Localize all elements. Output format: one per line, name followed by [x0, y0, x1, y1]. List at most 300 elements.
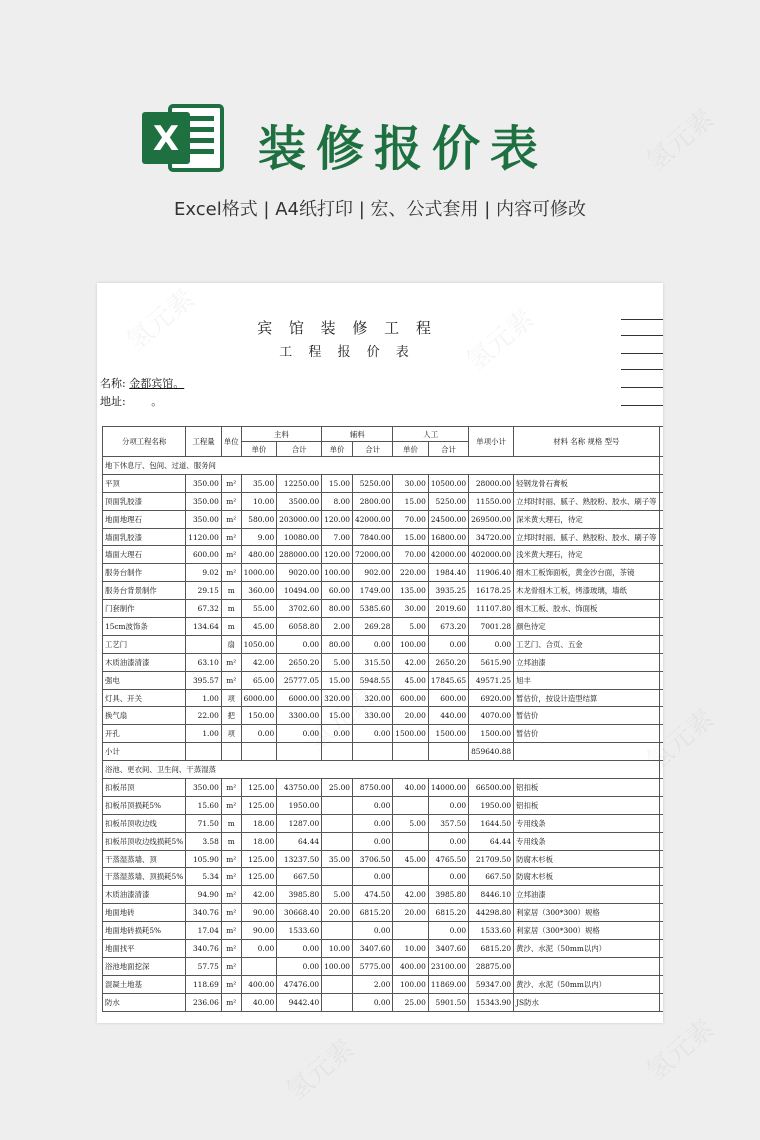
cell-at: 6815.20 [353, 904, 393, 922]
cell-mp: 6000.00 [241, 689, 277, 707]
cell-qty: 134.64 [186, 618, 222, 636]
spreadsheet-preview [97, 283, 663, 1023]
cell-ap: 7.00 [322, 528, 353, 546]
cell-at: 0.00 [353, 725, 393, 743]
svg-text:X: X [152, 119, 180, 159]
banner-subtitle: Excel格式 | A4纸打印 | 宏、公式套用 | 内容可修改 [174, 199, 586, 220]
cell-st: 16178.25 [469, 582, 514, 600]
cell-mp: 55.00 [241, 600, 277, 618]
extra-cell [659, 779, 663, 797]
header-row-1 [103, 427, 664, 442]
cell-ap: 0.00 [322, 725, 353, 743]
cell-item: 强电 [103, 671, 186, 689]
cell-material: 黄沙、水泥（50mm以内） [514, 940, 659, 958]
cell-lp: 70.00 [393, 510, 429, 528]
cell-item: 地面地砖损耗5% [103, 922, 186, 940]
cell-at: 0.00 [353, 993, 393, 1011]
cell-lp: 20.00 [393, 707, 429, 725]
cell-mp: 42.00 [241, 653, 277, 671]
cell-mt: 13237.50 [277, 850, 322, 868]
cell-item: 开孔 [103, 725, 186, 743]
table-row [103, 868, 664, 886]
cell-material: 旭丰 [514, 671, 659, 689]
cell-ap [322, 832, 353, 850]
table-row [103, 832, 664, 850]
banner [0, 0, 760, 270]
cell-mt: 1533.60 [277, 922, 322, 940]
cell-ap: 15.00 [322, 671, 353, 689]
cell-material: 防腐木杉板 [514, 850, 659, 868]
header-subtotal: 单项小计 [469, 427, 514, 457]
header-total: 合计 [277, 442, 322, 457]
cell-st: 1500.00 [469, 725, 514, 743]
extra-cell [659, 904, 663, 922]
table-row [103, 546, 664, 564]
cell-mp: 125.00 [241, 779, 277, 797]
table-row [103, 528, 664, 546]
cell-material: 暂估价 [514, 707, 659, 725]
cell-qty: 350.00 [186, 510, 222, 528]
cell-at: 2800.00 [353, 492, 393, 510]
cell-lt: 0.00 [428, 635, 468, 653]
header-labor: 人工 [393, 427, 469, 442]
table-row [103, 600, 664, 618]
cell-ap: 320.00 [322, 689, 353, 707]
cell-lp [393, 832, 429, 850]
cell-st: 1644.50 [469, 814, 514, 832]
cell-qty: 350.00 [186, 492, 222, 510]
extra-cell [659, 600, 663, 618]
cell-unit: m² [221, 779, 241, 797]
cell-lp: 135.00 [393, 582, 429, 600]
header-qty: 工程量 [186, 427, 222, 457]
cell-qty: 57.75 [186, 957, 222, 975]
cell-mt: 9020.00 [277, 564, 322, 582]
cell-material: JS防水 [514, 993, 659, 1011]
cell-st: 49571.25 [469, 671, 514, 689]
cell-unit: 扇 [221, 635, 241, 653]
cell-qty: 5.34 [186, 868, 222, 886]
cell-ap: 100.00 [322, 564, 353, 582]
cell-lt: 23100.00 [428, 957, 468, 975]
cell-item: 干蒸湿蒸墙、顶损耗5% [103, 868, 186, 886]
cell-item: 木质油漆清漆 [103, 886, 186, 904]
cell-ap: 80.00 [322, 600, 353, 618]
table-row [103, 886, 664, 904]
table-row [103, 779, 664, 797]
extra-cell [659, 922, 663, 940]
cell-material: 立邦时时丽、腻子、熟胶粉、胶水、刷子等 [514, 528, 659, 546]
cell-at: 3706.50 [353, 850, 393, 868]
cell-lt: 600.00 [428, 689, 468, 707]
cell-material: 颜色待定 [514, 618, 659, 636]
cell-st: 21709.50 [469, 850, 514, 868]
cell-st: 8446.10 [469, 886, 514, 904]
cell-lp: 45.00 [393, 850, 429, 868]
cell-item: 浴池地面挖深 [103, 957, 186, 975]
cell-lt: 3935.25 [428, 582, 468, 600]
cell-mp: 65.00 [241, 671, 277, 689]
cell-st: 28875.00 [469, 957, 514, 975]
cell-qty: 600.00 [186, 546, 222, 564]
cell-at: 330.00 [353, 707, 393, 725]
cell-mt: 0.00 [277, 635, 322, 653]
cell-ap: 20.00 [322, 904, 353, 922]
cell-mt: 3985.80 [277, 886, 322, 904]
cell-mt: 0.00 [277, 957, 322, 975]
cell-ap: 5.00 [322, 886, 353, 904]
cell-lt: 440.00 [428, 707, 468, 725]
cell-st: 1533.60 [469, 922, 514, 940]
cell-item: 混凝土地基 [103, 975, 186, 993]
cell-lt: 4765.50 [428, 850, 468, 868]
excel-logo-icon [138, 98, 228, 178]
project-name-row [100, 375, 184, 391]
cell-at: 5250.00 [353, 474, 393, 492]
cell-material: 专用线条 [514, 814, 659, 832]
cell-material: 暂估价，按设计造型结算 [514, 689, 659, 707]
cell-st: 402000.00 [469, 546, 514, 564]
cell-qty: 71.50 [186, 814, 222, 832]
cell-mp: 480.00 [241, 546, 277, 564]
cell-at: 72000.00 [353, 546, 393, 564]
cell-unit: m² [221, 850, 241, 868]
cell-material [514, 743, 659, 761]
cell-lp: 42.00 [393, 886, 429, 904]
cell-mp: 125.00 [241, 796, 277, 814]
cell-mt: 0.00 [277, 725, 322, 743]
cell-unit: 把 [221, 707, 241, 725]
cell-mp: 580.00 [241, 510, 277, 528]
cell-material: 防腐木杉板 [514, 868, 659, 886]
cell-material: 利家居（300*300）规格 [514, 922, 659, 940]
cell-unit: m² [221, 474, 241, 492]
cell-lt [428, 743, 468, 761]
cell-material: 深米黄大理石，待定 [514, 510, 659, 528]
section-title: 地下休息厅、包间、过道、服务间 [103, 457, 660, 475]
table-row [103, 582, 664, 600]
cell-unit: m [221, 832, 241, 850]
cell-lp: 600.00 [393, 689, 429, 707]
sheet-title-line1: 宾 馆 装 修 工 程 [257, 319, 437, 337]
cell-ap [322, 868, 353, 886]
cell-ap: 80.00 [322, 635, 353, 653]
cell-mp: 0.00 [241, 940, 277, 958]
cell-item: 扣板吊顶收边线 [103, 814, 186, 832]
cell-at: 315.50 [353, 653, 393, 671]
cell-st: 667.50 [469, 868, 514, 886]
cell-lt: 0.00 [428, 922, 468, 940]
cell-item: 服务台背景制作 [103, 582, 186, 600]
project-address-row [100, 393, 162, 409]
cell-unit: m² [221, 904, 241, 922]
cell-lp [393, 868, 429, 886]
cell-qty: 3.58 [186, 832, 222, 850]
cell-mp: 40.00 [241, 993, 277, 1011]
cell-at: 0.00 [353, 814, 393, 832]
cell-lt: 14000.00 [428, 779, 468, 797]
cell-ap: 100.00 [322, 957, 353, 975]
cell-unit: 项 [221, 689, 241, 707]
cell-ap: 10.00 [322, 940, 353, 958]
cell-st: 269500.00 [469, 510, 514, 528]
cell-lt: 2019.60 [428, 600, 468, 618]
cell-qty: 1120.00 [186, 528, 222, 546]
cell-material: 利家居（300*300）规格 [514, 904, 659, 922]
table-row [103, 993, 664, 1011]
cell-item: 防水 [103, 993, 186, 1011]
cell-material: 专用线条 [514, 832, 659, 850]
cell-unit: m² [221, 922, 241, 940]
cell-lp: 100.00 [393, 975, 429, 993]
cell-st: 15343.90 [469, 993, 514, 1011]
cell-qty: 67.32 [186, 600, 222, 618]
cell-mt: 3300.00 [277, 707, 322, 725]
cell-at: 1749.00 [353, 582, 393, 600]
cell-st: 64.44 [469, 832, 514, 850]
cell-item: 服务台制作 [103, 564, 186, 582]
cell-material: 铝扣板 [514, 796, 659, 814]
table-row [103, 725, 664, 743]
cell-ap: 60.00 [322, 582, 353, 600]
cell-mp [241, 957, 277, 975]
extra-cell [659, 707, 663, 725]
cell-lp: 30.00 [393, 474, 429, 492]
cell-mt: 1287.00 [277, 814, 322, 832]
cell-mt: 64.44 [277, 832, 322, 850]
cell-qty: 94.90 [186, 886, 222, 904]
cell-unit: m² [221, 796, 241, 814]
cell-lp: 400.00 [393, 957, 429, 975]
cell-unit: m² [221, 492, 241, 510]
cell-mt: 3500.00 [277, 492, 322, 510]
cell-lt: 5901.50 [428, 993, 468, 1011]
cell-mp: 1000.00 [241, 564, 277, 582]
cell-qty: 17.04 [186, 922, 222, 940]
table-row [103, 635, 664, 653]
cell-at: 42000.00 [353, 510, 393, 528]
cell-lt: 3985.80 [428, 886, 468, 904]
cell-item: 工艺门 [103, 635, 186, 653]
cell-st: 59347.00 [469, 975, 514, 993]
cell-mt: 47476.00 [277, 975, 322, 993]
cell-st: 5615.90 [469, 653, 514, 671]
cell-at: 0.00 [353, 868, 393, 886]
cell-mt: 2650.20 [277, 653, 322, 671]
cell-qty: 1.00 [186, 725, 222, 743]
cell-unit: m² [221, 653, 241, 671]
cell-at: 5385.60 [353, 600, 393, 618]
banner-title: 装修报价表 [258, 121, 549, 177]
cell-unit: m² [221, 957, 241, 975]
cell-qty: 22.00 [186, 707, 222, 725]
cell-mt: 203000.00 [277, 510, 322, 528]
table-row [103, 653, 664, 671]
cell-item: 15cm波饰条 [103, 618, 186, 636]
cell-item: 灯具、开关 [103, 689, 186, 707]
table-row [103, 940, 664, 958]
cell-lt: 0.00 [428, 796, 468, 814]
table-row [103, 814, 664, 832]
cell-material: 立邦油漆 [514, 886, 659, 904]
cell-unit: m² [221, 546, 241, 564]
cell-material: 细木工板、胶水、饰面板 [514, 600, 659, 618]
extra-cell [659, 796, 663, 814]
cell-qty: 350.00 [186, 779, 222, 797]
cell-ap [322, 993, 353, 1011]
cell-ap: 25.00 [322, 779, 353, 797]
cell-lt: 1500.00 [428, 725, 468, 743]
extra-cell [659, 618, 663, 636]
cell-lp: 100.00 [393, 635, 429, 653]
cell-unit: m² [221, 868, 241, 886]
cell-lt: 10500.00 [428, 474, 468, 492]
cell-mt: 12250.00 [277, 474, 322, 492]
cell-mp: 90.00 [241, 904, 277, 922]
cell-unit: 项 [221, 725, 241, 743]
cell-lt: 6815.20 [428, 904, 468, 922]
cell-lt: 0.00 [428, 868, 468, 886]
extra-cell [659, 814, 663, 832]
cell-lp [393, 796, 429, 814]
cell-lt: 673.20 [428, 618, 468, 636]
extra-cell [659, 564, 663, 582]
cell-item: 地面找平 [103, 940, 186, 958]
cell-lp: 45.00 [393, 671, 429, 689]
cell-unit: m² [221, 886, 241, 904]
extra-cell [659, 635, 663, 653]
cell-st: 0.00 [469, 635, 514, 653]
extra-cell [659, 993, 663, 1011]
cell-item: 地面地理石 [103, 510, 186, 528]
cell-mp: 125.00 [241, 868, 277, 886]
cell-lp: 40.00 [393, 779, 429, 797]
cell-material: 铝扣板 [514, 779, 659, 797]
cell-qty: 29.15 [186, 582, 222, 600]
cell-lp: 220.00 [393, 564, 429, 582]
cell-ap [322, 796, 353, 814]
cell-mp: 400.00 [241, 975, 277, 993]
table-row [103, 904, 664, 922]
cell-material: 暂估价 [514, 725, 659, 743]
cell-ap [322, 922, 353, 940]
header-item: 分项工程名称 [103, 427, 186, 457]
sheet-title-line2: 工 程 报 价 表 [279, 345, 415, 360]
cell-qty [186, 743, 222, 761]
cell-lp: 25.00 [393, 993, 429, 1011]
cell-ap: 15.00 [322, 474, 353, 492]
cell-mt: 25777.05 [277, 671, 322, 689]
cell-mt: 6058.80 [277, 618, 322, 636]
cell-st: 4070.00 [469, 707, 514, 725]
cell-at: 0.00 [353, 635, 393, 653]
header-unit: 单位 [221, 427, 241, 457]
cell-lt: 0.00 [428, 832, 468, 850]
cell-item: 木质油漆清漆 [103, 653, 186, 671]
cell-material [514, 957, 659, 975]
cell-lp: 10.00 [393, 940, 429, 958]
cell-material: 轻钢龙骨石膏板 [514, 474, 659, 492]
cell-at: 902.00 [353, 564, 393, 582]
cell-at: 269.28 [353, 618, 393, 636]
table-row [103, 957, 664, 975]
cell-material: 立邦油漆 [514, 653, 659, 671]
cell-material: 黄沙、水泥（50mm以内） [514, 975, 659, 993]
cell-mp [241, 743, 277, 761]
cell-item: 扣板吊顶 [103, 779, 186, 797]
cell-unit: m [221, 600, 241, 618]
header-aux-material: 辅料 [322, 427, 393, 442]
extra-cell [659, 832, 663, 850]
header-price: 单价 [322, 442, 353, 457]
cell-material: 工艺门、合页、五金 [514, 635, 659, 653]
table-row [103, 474, 664, 492]
cell-qty: 350.00 [186, 474, 222, 492]
cell-lp: 15.00 [393, 528, 429, 546]
table-row [103, 671, 664, 689]
cell-qty: 15.60 [186, 796, 222, 814]
cell-lp: 1500.00 [393, 725, 429, 743]
cell-at: 7840.00 [353, 528, 393, 546]
cell-lp: 5.00 [393, 814, 429, 832]
table-row [103, 975, 664, 993]
quote-table [102, 426, 663, 1012]
cell-lp: 15.00 [393, 492, 429, 510]
cell-material: 细木工板饰面板，黄金沙台面，茶镜 [514, 564, 659, 582]
header-price: 单价 [241, 442, 277, 457]
cell-item: 干蒸湿蒸墙、顶 [103, 850, 186, 868]
table-row [103, 796, 664, 814]
cell-st: 11906.40 [469, 564, 514, 582]
cell-item: 墙面乳胶漆 [103, 528, 186, 546]
extra-cell [659, 653, 663, 671]
cell-mt: 10494.00 [277, 582, 322, 600]
cell-item: 地面地砖 [103, 904, 186, 922]
header-extra [659, 427, 663, 457]
table-row [103, 510, 664, 528]
cell-qty: 395.57 [186, 671, 222, 689]
header-price: 单价 [393, 442, 429, 457]
cell-qty: 236.06 [186, 993, 222, 1011]
cell-mp: 42.00 [241, 886, 277, 904]
cell-st: 66500.00 [469, 779, 514, 797]
cell-mt: 9442.40 [277, 993, 322, 1011]
cell-item: 小计 [103, 743, 186, 761]
cell-lp: 30.00 [393, 600, 429, 618]
cell-ap: 120.00 [322, 510, 353, 528]
cell-ap: 2.00 [322, 618, 353, 636]
header-main-material: 主料 [241, 427, 322, 442]
cell-item: 门套制作 [103, 600, 186, 618]
cell-lt: 11869.00 [428, 975, 468, 993]
cell-at: 0.00 [353, 922, 393, 940]
cell-lt: 2650.20 [428, 653, 468, 671]
cell-at: 3407.60 [353, 940, 393, 958]
cell-qty: 340.76 [186, 940, 222, 958]
table-row [103, 743, 664, 761]
cell-item: 扣板吊顶损耗5% [103, 796, 186, 814]
cell-unit [221, 743, 241, 761]
extra-cell [659, 886, 663, 904]
cell-lp: 70.00 [393, 546, 429, 564]
section-row [103, 761, 664, 779]
table-row [103, 618, 664, 636]
table-row [103, 564, 664, 582]
cell-mt: 30668.40 [277, 904, 322, 922]
cell-qty: 9.02 [186, 564, 222, 582]
cell-item: 扣板吊顶收边线损耗5% [103, 832, 186, 850]
extra-cell [659, 474, 663, 492]
